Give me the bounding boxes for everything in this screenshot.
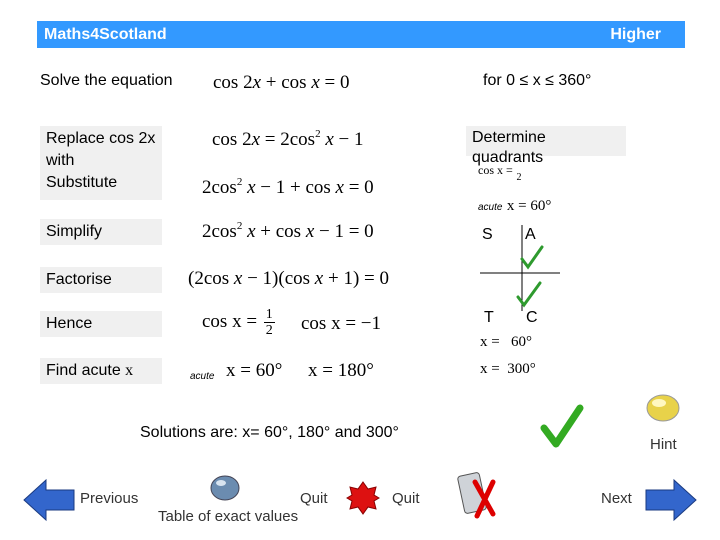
hint-bulb-icon [645,393,681,423]
check-quadrant-c-icon [518,283,540,305]
next-label[interactable]: Next [601,490,632,507]
hint-label: Hint [650,436,677,453]
step-acute-math-a: x = 60° [226,360,283,381]
quadrant-cos-line: cos x = $_2$ [478,163,522,183]
step-replace-math: $\cos 2x = 2\cos^2$ x − 1 [212,128,364,150]
quadrant-A: A [525,226,536,243]
table-label[interactable]: Table of exact values [158,508,299,525]
level-label: Higher [610,26,661,43]
problem-range: for 0 ≤ x ≤ 360° [483,72,592,89]
step-acute-label [40,358,162,384]
quadrant-T: T [484,309,494,326]
step-simplify-math: $2\cos^2$ x + cos x − 1 = 0 [202,220,374,242]
step-acute-math-b: x = 180° [308,360,374,381]
quadrants-title: Determine quadrants [466,126,626,156]
problem-equation-text: cos 2x + cos x = 0 [213,72,350,93]
answer-300: x = 300° [480,361,536,377]
arrow-left-icon [22,478,76,522]
solution-text: Solutions are: x= 60°, 180° and 300° [140,424,399,441]
quit-label-2[interactable]: Quit [392,490,420,507]
check-quadrant-a-icon [522,247,542,267]
step-simplify-label: Simplify [40,219,162,245]
hint-button[interactable] [645,393,681,423]
quit-label-1[interactable]: Quit [300,490,328,507]
site-title: Maths4Scotland [44,26,167,43]
one-half-fraction: $\frac{1}{2}$ [265,307,273,338]
quadrant-S: S [482,226,493,243]
step-replace-label [40,126,162,200]
step-replace-text: Replace cos 2x with [46,130,156,169]
next-button[interactable] [644,478,698,522]
correct-check-icon [540,402,584,448]
problem-prompt: Solve the equation [40,72,173,89]
calculator-cross-icon [455,470,501,520]
step-factorise-math: (2cos x − 1)(cos x + 1) = 0 [188,268,389,289]
calculator-button[interactable] [455,470,501,520]
previous-button[interactable] [22,478,76,522]
arrow-right-icon [644,478,698,522]
step-acute-text: Find acute [46,362,121,379]
globe-icon [210,474,240,502]
previous-label[interactable]: Previous [80,490,139,507]
quit-button[interactable] [346,481,380,515]
problem-equation [213,72,349,94]
quadrant-acute-line: acute x = 60° [478,198,552,214]
hence-lhs: cos x = [202,310,258,332]
step-substitute-text: Substitute [46,174,118,191]
step-substitute-math: $2\cos^2$ x − 1 + cos x = 0 [202,176,374,198]
quadrant-C: C [526,309,538,326]
table-button[interactable] [210,474,240,502]
acute-word: acute [190,371,215,382]
header-bar [37,21,685,48]
step-hence-math-b: cos x = −1 [301,313,382,334]
step-factorise-label: Factorise [40,267,162,293]
answer-60: x = 60° [480,334,532,350]
stop-sign-icon [346,481,380,515]
step-acute-var: x [125,362,134,379]
step-hence-label: Hence [40,311,162,337]
step-hence-math-a [202,307,277,338]
